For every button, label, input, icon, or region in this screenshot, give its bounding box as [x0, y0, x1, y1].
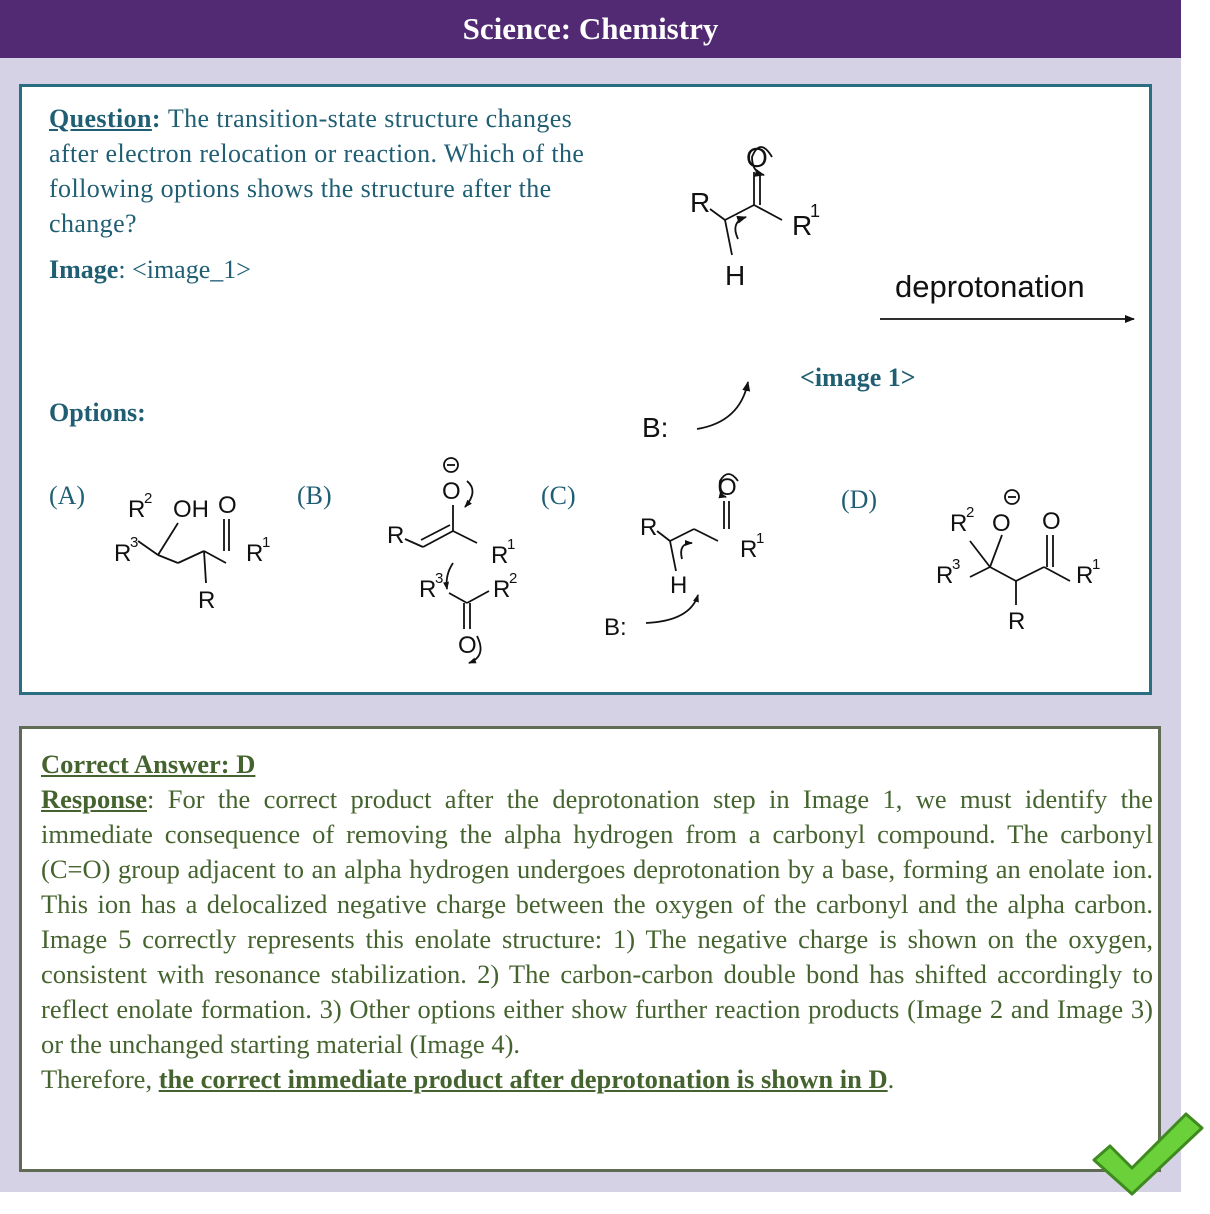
options-title: Options:	[49, 398, 146, 427]
base-label: B:	[642, 412, 669, 443]
conclusion-end: .	[887, 1064, 895, 1094]
r1-superscript: 1	[262, 534, 271, 551]
bond	[970, 541, 990, 567]
r-label: R	[387, 522, 405, 549]
answer-panel	[19, 726, 1161, 1172]
bond	[990, 567, 1016, 581]
bond	[710, 209, 725, 220]
hydrogen-label: H	[670, 572, 688, 599]
image-label: Image	[49, 255, 119, 284]
r3-superscript: 3	[435, 570, 444, 587]
bond	[405, 539, 423, 547]
double-bond	[421, 525, 450, 540]
option-d-structure	[930, 483, 1130, 633]
r1-label: R	[1076, 562, 1094, 589]
carbonyl-o-label: O	[458, 632, 477, 659]
r1-label: R	[246, 540, 264, 567]
bond	[754, 205, 782, 220]
bond	[204, 551, 226, 563]
page-title: Science: Chemistry	[0, 0, 1181, 58]
r2-label: R	[950, 510, 968, 537]
oxygen-label: O	[746, 142, 768, 173]
option-c-structure	[600, 471, 810, 661]
bond	[138, 541, 158, 555]
question-text-block: Question: The transition-state structure changes after electron relocation or reaction. Which of the following options shows the structure after the change?	[49, 104, 585, 238]
r2-label: R	[128, 496, 146, 523]
bond	[158, 523, 178, 555]
r-group-label: R	[690, 187, 711, 218]
option-label-c[interactable]: (C)	[541, 481, 576, 510]
r-label: R	[198, 587, 216, 614]
question-label: Question	[49, 104, 152, 133]
bond	[670, 529, 694, 541]
carbonyl-o-label: O	[718, 474, 737, 501]
bond	[670, 541, 676, 571]
r1-label: R	[740, 536, 758, 563]
r1-group-label: R	[792, 210, 813, 241]
option-b-structure	[357, 451, 527, 681]
r2-superscript: 2	[144, 490, 153, 507]
r1-label: R	[491, 542, 509, 569]
image-caption: <image 1>	[800, 363, 916, 392]
r3-label: R	[936, 562, 954, 589]
bond	[725, 220, 732, 255]
r-label: R	[640, 514, 658, 541]
conclusion-text: the correct immediate product after deprotonation is shown in D	[158, 1064, 888, 1094]
carbonyl-o-label: O	[1042, 508, 1061, 535]
r2-superscript: 2	[966, 504, 975, 521]
r-label: R	[1008, 608, 1026, 635]
option-label-a[interactable]: (A)	[49, 481, 86, 510]
bond	[1044, 567, 1070, 581]
response-label: Response	[41, 784, 148, 814]
base-label: B:	[604, 614, 627, 641]
reaction-arrow-label: deprotonation	[895, 269, 1085, 304]
bond	[467, 591, 489, 603]
bond	[453, 531, 477, 543]
electron-arrow	[697, 382, 748, 429]
bond	[970, 567, 990, 577]
image-reference: <image_1>	[132, 255, 251, 284]
bond	[657, 531, 670, 541]
conclusion-prefix: Therefore,	[41, 1064, 159, 1094]
r3-label: R	[114, 540, 132, 567]
electron-arrow	[465, 481, 473, 507]
carbonyl-o-label: O	[218, 492, 237, 519]
bond	[1016, 567, 1044, 581]
r1-superscript: 1	[1092, 556, 1101, 573]
r1-superscript: 1	[810, 201, 821, 221]
checkmark-icon	[1088, 1108, 1208, 1200]
r1-superscript: 1	[507, 536, 516, 553]
question-text: The transition-state structure changes after electron relocation or reaction. Which of the following options shows the structure after the change?	[49, 104, 585, 238]
r3-superscript: 3	[952, 556, 961, 573]
oxyanion-label: O	[992, 510, 1011, 537]
r1-superscript: 1	[756, 530, 765, 547]
bond	[204, 551, 206, 583]
question-panel	[19, 84, 1152, 695]
bond	[178, 551, 204, 563]
r3-superscript: 3	[130, 534, 139, 551]
response-text: For the correct product after the deprotonation step in Image 1, we must identify the immediate consequence of removing the alpha hydrogen from a carbonyl compound. The carbonyl (C=O) group adjacent to an alpha hydrogen undergoes deprotonation by a base, forming an enolate ion. This ion has a delocalized negative charge between the oxygen of the carbonyl and the alpha carbon. Image 5 correctly represents this enolate structure: 1) The negative charge is shown on the oxygen, consistent with resonance stabilization. 2) The carbon-carbon double bond has shifted accordingly to reflect enolate formation. 3) Other options either show further reaction products (Image 2 and Image 3) or the unchanged starting material (Image 4).	[41, 784, 1153, 1059]
bond	[158, 555, 178, 563]
bond	[725, 205, 754, 220]
option-label-d[interactable]: (D)	[841, 485, 878, 514]
electron-arrow	[646, 595, 698, 623]
oh-label: OH	[173, 496, 209, 523]
answer-text-block: Correct Answer: D Response: For the correct product after the deprotonation step in Image 1, we must identify the immediate consequence of removing the alpha hydrogen from a carbonyl compound. The carbonyl (C=O) group adjacent to an alpha hydrogen undergoes deprotonation by a base, forming an enolate ion. This ion has a delocalized negative charge between the oxygen of the carbonyl and the alpha carbon. Image 5 correctly represents this enolate structure: 1) The negative charge is shown on the oxygen, consistent with resonance stabilization. 2) The carbon-carbon double bond has shifted accordingly to reflect enolate formation. 3) Other options either show further reaction products (Image 2 and Image 3) or the unchanged starting material (Image 4). Therefore, the correct immediate product after deprotonation is shown in D.	[41, 749, 1153, 1094]
hydrogen-label: H	[725, 260, 746, 291]
electron-arrow	[447, 563, 453, 589]
r2-superscript: 2	[509, 570, 518, 587]
enolate-o-label: O	[442, 478, 461, 505]
bond	[990, 535, 1002, 567]
double-bond	[423, 531, 453, 547]
image-reference-line: Image: <image_1>	[49, 255, 251, 284]
option-a-structure	[110, 483, 290, 613]
r3-label: R	[419, 576, 437, 603]
electron-arrow	[681, 543, 692, 559]
correct-answer-label: Correct Answer: D	[41, 749, 256, 779]
option-label-b[interactable]: (B)	[297, 481, 332, 510]
bond	[694, 529, 718, 541]
bond	[449, 593, 467, 603]
electron-arrow	[735, 217, 746, 239]
r2-label: R	[493, 576, 511, 603]
